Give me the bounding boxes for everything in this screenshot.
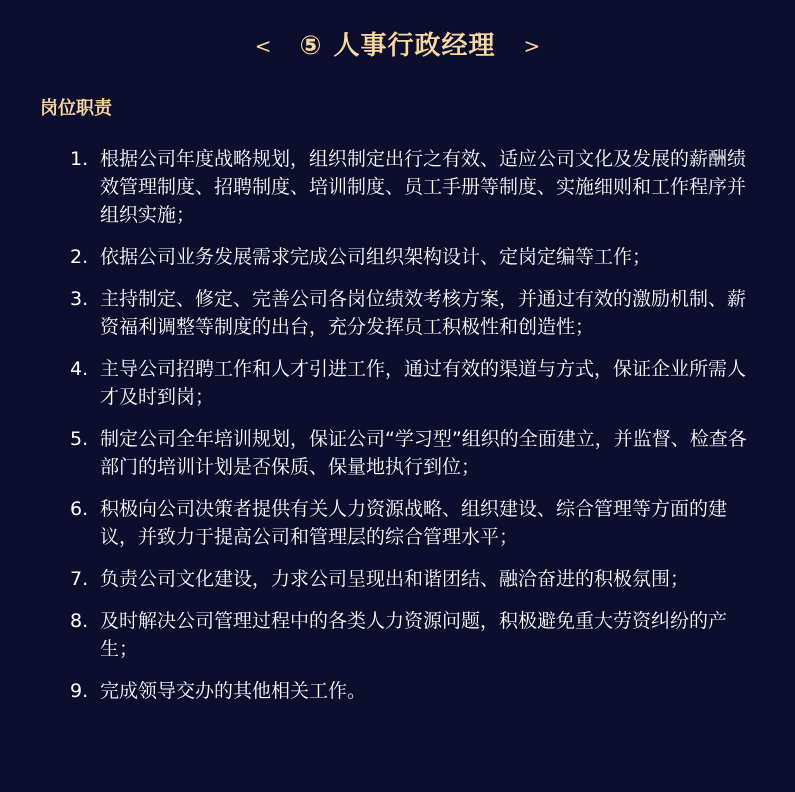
duty-item bbox=[70, 285, 750, 341]
duty-text: 依据公司业务发展需求完成公司组织架构设计、定岗定编等工作； bbox=[100, 246, 652, 268]
page-header bbox=[0, 26, 795, 66]
duty-number: 2. bbox=[70, 246, 89, 268]
duty-text: 根据公司年度战略规划，组织制定出行之有效、适应公司文化及发展的薪酬绩效管理制度、招聘制度、培训制度、员工手册等制度、实施细则和工作程序并组织实施； bbox=[100, 148, 747, 226]
duty-text: 主导公司招聘工作和人才引进工作，通过有效的渠道与方式，保证企业所需人才及时到岗； bbox=[100, 358, 747, 408]
next-arrow-button[interactable]: > bbox=[523, 34, 541, 58]
duty-text: 完成领导交办的其他相关工作。 bbox=[100, 680, 367, 702]
prev-arrow-button[interactable]: < bbox=[254, 34, 272, 58]
duty-number: 5. bbox=[70, 428, 89, 450]
duty-text: 及时解决公司管理过程中的各类人力资源问题，积极避免重大劳资纠纷的产生； bbox=[100, 610, 728, 660]
duty-item bbox=[70, 607, 750, 663]
title-number: ⑤ bbox=[299, 31, 322, 61]
duty-item bbox=[70, 243, 750, 271]
duty-number: 4. bbox=[70, 358, 89, 380]
duties-list bbox=[70, 145, 750, 719]
duty-text: 主持制定、修定、完善公司各岗位绩效考核方案，并通过有效的激励机制、薪资福利调整等制度的出台，充分发挥员工积极性和创造性； bbox=[100, 288, 747, 338]
duty-item bbox=[70, 495, 750, 551]
duty-text: 积极向公司决策者提供有关人力资源战略、组织建设、综合管理等方面的建议，并致力于提高公司和管理层的综合管理水平； bbox=[100, 498, 728, 548]
duty-item bbox=[70, 355, 750, 411]
duty-item bbox=[70, 145, 750, 229]
duty-number: 6. bbox=[70, 498, 89, 520]
duty-text: 负责公司文化建设，力求公司呈现出和谐团结、融洽奋进的积极氛围； bbox=[100, 568, 690, 590]
duty-number: 9. bbox=[70, 680, 89, 702]
title-text: 人事行政经理 bbox=[333, 31, 496, 61]
duty-item bbox=[70, 565, 750, 593]
section-title: 岗位职责 bbox=[40, 98, 112, 119]
page-title bbox=[299, 26, 495, 66]
duty-number: 8. bbox=[70, 610, 89, 632]
duty-item bbox=[70, 677, 750, 705]
duty-item bbox=[70, 425, 750, 481]
duty-text: 制定公司全年培训规划，保证公司“学习型”组织的全面建立，并监督、检查各部门的培训计划是否保质、保量地执行到位； bbox=[100, 428, 747, 478]
duty-number: 1. bbox=[70, 148, 89, 170]
duty-number: 3. bbox=[70, 288, 89, 310]
duty-number: 7. bbox=[70, 568, 89, 590]
